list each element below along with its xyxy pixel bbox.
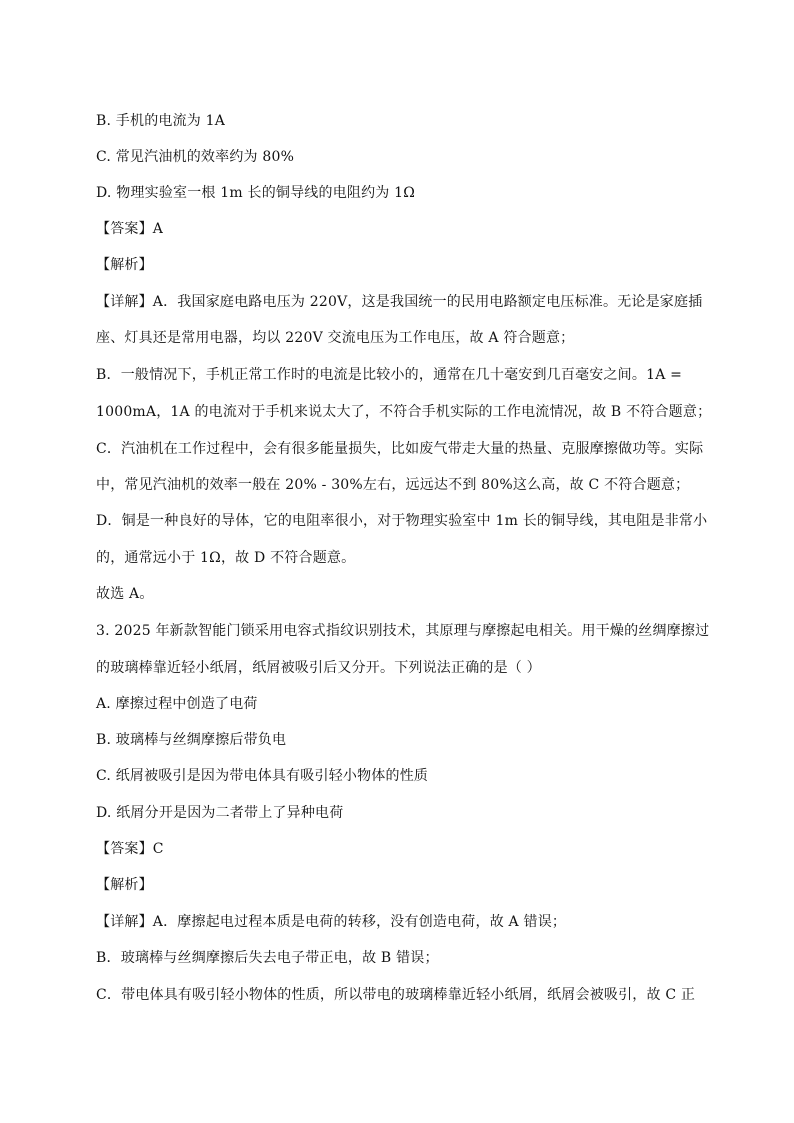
explanation-line: 的，通常远小于 1Ω，故 D 不符合题意。 <box>96 550 356 566</box>
explanation-line: 【详解】A．摩擦起电过程本质是电荷的转移，没有创造电荷，故 A 错误； <box>96 914 567 930</box>
option-d-q2: D. 物理实验室一根 1m 长的铜导线的电阻约为 1Ω <box>96 185 416 201</box>
explanation-line: 1000mA，1A 的电流对于手机来说太大了，不符合手机实际的工作电流情况，故 B 不符合题意； <box>96 404 712 420</box>
option-b-q3: B. 玻璃棒与丝绸摩擦后带负电 <box>96 732 287 748</box>
option-a-q3: A. 摩擦过程中创造了电荷 <box>96 696 258 712</box>
explanation-line: B．一般情况下，手机正常工作时的电流是比较小的，通常在几十毫安到几百毫安之间。1A = <box>96 367 683 383</box>
explanation-line: 中，常见汽油机的效率一般在 20% - 30%左右，远远达不到 80%这么高，故 C 不符合题意； <box>96 477 690 493</box>
explanation-line: C．带电体具有吸引轻小物体的性质，所以带电的玻璃棒靠近轻小纸屑，纸屑会被吸引，故 C 正 <box>96 987 696 1003</box>
answer-q3: 【答案】C <box>96 841 164 857</box>
analysis-heading-q2: 【解析】 <box>96 257 153 273</box>
answer-q2: 【答案】A <box>96 221 164 237</box>
explanation-line: C．汽油机在工作过程中，会有很多能量损失，比如废气带走大量的热量、克服摩擦做功等。实际 <box>96 441 704 457</box>
option-b-q2: B. 手机的电流为 1A <box>96 113 226 129</box>
explanation-line: B．玻璃棒与丝绸摩擦后失去电子带正电，故 B 错误； <box>96 950 439 966</box>
conclusion-q2: 故选 A。 <box>96 586 154 602</box>
explanation-line: 【详解】A．我国家庭电路电压为 220V，这是我国统一的民用电路额定电压标准。无论是家庭插 <box>96 294 703 310</box>
explanation-line: 座、灯具还是常用电器，均以 220V 交流电压为工作电压，故 A 符合题意； <box>96 330 575 346</box>
explanation-line: D．铜是一种良好的导体，它的电阻率很小，对于物理实验室中 1m 长的铜导线，其电阻是非常小 <box>96 513 708 529</box>
option-c-q2: C. 常见汽油机的效率约为 80% <box>96 149 295 165</box>
question-3-stem: 3. 2025 年新款智能门锁采用电容式指纹识别技术，其原理与摩擦起电相关。用干燥的丝绸摩擦过 <box>96 623 710 639</box>
analysis-heading-q3: 【解析】 <box>96 877 153 893</box>
question-3-stem: 的玻璃棒靠近轻小纸屑，纸屑被吸引后又分开。下列说法正确的是（ ） <box>96 660 541 676</box>
option-c-q3: C. 纸屑被吸引是因为带电体具有吸引轻小物体的性质 <box>96 768 429 784</box>
option-d-q3: D. 纸屑分开是因为二者带上了异种电荷 <box>96 805 344 821</box>
